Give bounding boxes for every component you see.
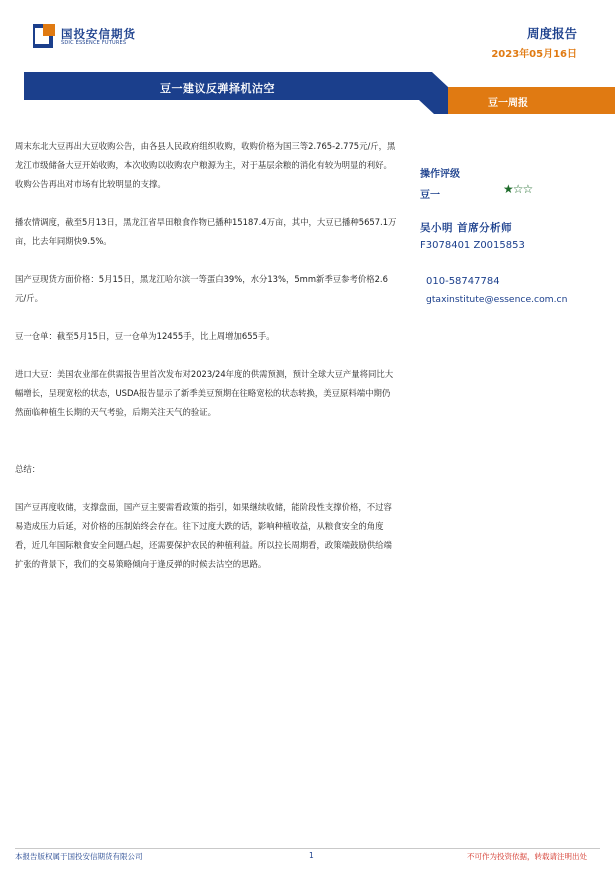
paragraph-purchase: 周末东北大豆再出大豆收购公告，由各县人民政府组织收购，收购价格为国三等2.765-2.775元/斤，黑龙江市级储备大豆开始收购，本次收购以收购农户粮源为主，对于基层余粮的消化有较为明显的利好。收购公告再出对市场有比较明显的支撑。 [15,141,396,189]
footer-copyright: 本报告版权属于国投安信期货有限公司 [15,852,143,861]
logo-text-cn: 国投安信期货 [61,27,136,41]
page-number: 1 [309,851,314,860]
paragraph-summary: 国产豆再度收储，支撑盘面，国产豆主要需看政策的指引，如果继续收储，能阶段性支撑价格，不过容易造成压力后延，对价格的压制始终会存在。往下过度大跌的话，影响种植收益，从粮食安全的角度看，近几年国际粮食安全问题凸起，还需要保护农民的种植利益。所以拉长周期看，政策端鼓励供给端扩张的背景下，我们的交易策略倾向于逢反弹的时候去沽空的思路。 [15,502,392,569]
banner-orange-tab [448,87,615,114]
report-date: 2023年05月16日 [491,49,577,60]
contact-phone: 010-58747784 [426,276,500,287]
footer-divider [15,848,600,849]
footer-disclaimer: 不可作为投资依据，转载请注明出处 [467,852,587,861]
paragraph-imports: 进口大豆：美国农业部在供需报告里首次发布对2023/24年度的供需预测，预计全球大豆产量将同比大幅增长，呈现宽松的状态，USDA报告显示了新季美豆预期在往略宽松的状态转换，美豆原料端中期仍然面临种植生长期的天气考验，后期关注天气的验证。 [15,369,394,417]
logo-mark-icon [33,24,55,48]
analyst-name: 吴小明 首席分析师 [420,222,513,234]
company-logo [33,24,153,52]
banner-tag: 豆一周报 [488,98,528,109]
report-body [15,137,397,574]
summary-heading: 总结： [15,464,41,474]
logo-text-en: SDIC ESSENCE FUTURES [61,40,127,46]
paragraph-warehouse-receipts: 豆一仓单：截至5月15日，豆一仓单为12455手，比上周增加655手。 [15,331,275,341]
analyst-license: F3078401 Z0015853 [420,240,525,251]
rating-product: 豆一 [420,190,440,201]
rating-stars: ★☆☆ [503,182,533,196]
report-type: 周度报告 [526,26,577,41]
banner-title: 豆一建议反弹择机沽空 [160,82,275,95]
rating-label: 操作评级 [420,169,460,180]
paragraph-spot-price: 国产豆现货方面价格：5月15日，黑龙江哈尔滨一等蛋白39%，水分13%，5mm新季豆参考价格2.6元/斤。 [15,274,388,303]
paragraph-planting: 播农情调度，截至5月13日，黑龙江省旱田粮食作物已播种15187.4万亩，其中，大豆已播种5657.1万亩，比去年同期快9.5%。 [15,217,397,246]
contact-email[interactable]: gtaxinstitute@essence.com.cn [426,294,568,305]
